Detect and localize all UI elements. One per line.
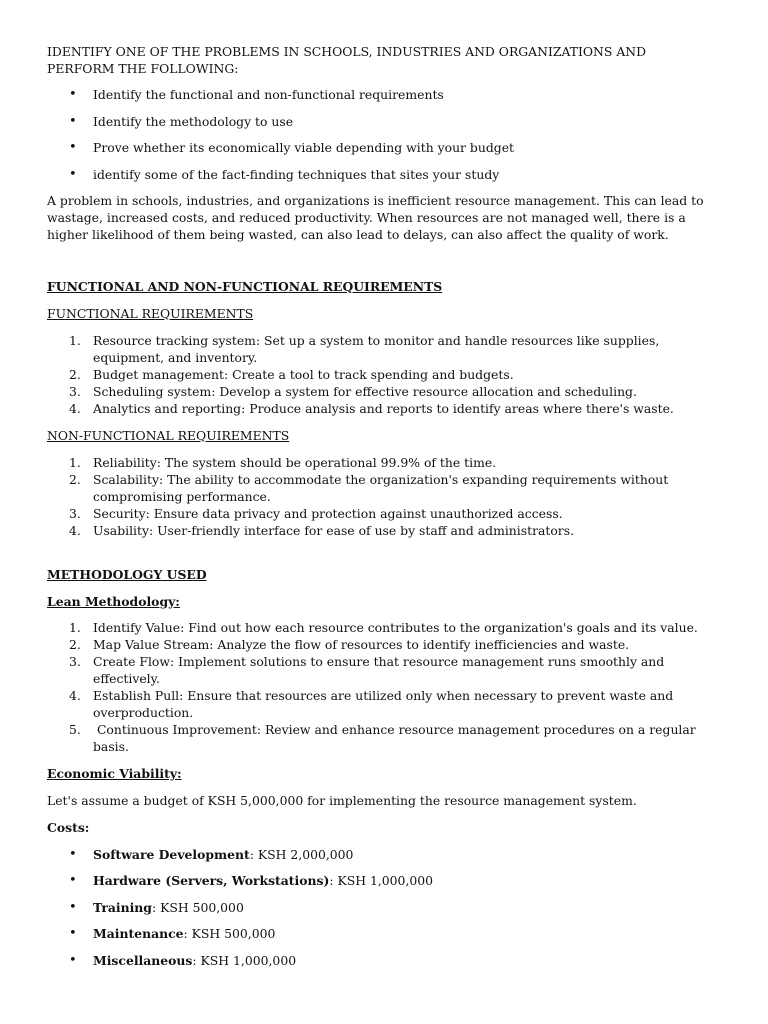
nonfunctional-heading: NON-FUNCTIONAL REQUIREMENTS — [47, 427, 290, 443]
list-item: 4. Analytics and reporting: Produce analysis and reports to identify areas where there's waste. — [69, 400, 674, 416]
cost-item: • Miscellaneous: KSH 1,000,000 — [47, 952, 715, 969]
lean-steps-list — [47, 619, 715, 755]
list-item: 3. Security: Ensure data privacy and protection against unauthorized access. — [69, 505, 563, 521]
cost-item: • Maintenance: KSH 500,000 — [47, 925, 715, 942]
task-item: • Prove whether its economically viable depending with your budget — [47, 139, 715, 156]
methodology-heading: METHODOLOGY USED — [47, 566, 207, 582]
assignment-heading: IDENTIFY ONE OF THE PROBLEMS IN SCHOOLS, INDUSTRIES AND ORGANIZATIONS AND PERFORM THE FOLLOWING: — [47, 44, 647, 76]
task-item: • identify some of the fact-finding techniques that sites your study — [47, 166, 715, 183]
list-item: 2. Scalability: The ability to accommodate the organization's expanding requirements without compromising performance. — [69, 471, 669, 504]
list-item: 1. Identify Value: Find out how each resource contributes to the organization's goals and its value. — [69, 619, 698, 635]
list-item: 5. Continuous Improvement: Review and enhance resource management procedures on a regular basis. — [69, 721, 700, 754]
list-item: 1. Reliability: The system should be operational 99.9% of the time. — [69, 454, 497, 470]
cost-item: • Hardware (Servers, Workstations): KSH 1,000,000 — [47, 872, 715, 889]
nonfunctional-list — [47, 454, 715, 539]
requirements-heading: FUNCTIONAL AND NON-FUNCTIONAL REQUIREMENTS — [47, 278, 443, 294]
list-item: 4. Usability: User-friendly interface for ease of use by staff and administrators. — [69, 522, 575, 538]
list-item: 4. Establish Pull: Ensure that resources are utilized only when necessary to prevent waste and overproduction. — [69, 687, 674, 720]
cost-item: • Software Development: KSH 2,000,000 — [47, 846, 715, 863]
costs-heading: Costs: — [47, 819, 90, 835]
task-item: • Identify the methodology to use — [47, 113, 715, 130]
cost-item: • Training: KSH 500,000 — [47, 899, 715, 916]
economic-heading: Economic Viability: — [47, 765, 182, 781]
task-item: • Identify the functional and non-functional requirements — [47, 86, 715, 103]
lean-heading: Lean Methodology: — [47, 593, 180, 609]
list-item: 3. Scheduling system: Develop a system for effective resource allocation and scheduling. — [69, 383, 637, 399]
task-list — [47, 86, 715, 183]
list-item: 3. Create Flow: Implement solutions to ensure that resource management runs smoothly and effectively. — [69, 653, 665, 686]
list-item: 1. Resource tracking system: Set up a system to monitor and handle resources like supplies, equipment, and inventory. — [69, 332, 660, 365]
costs-list — [47, 846, 715, 969]
problem-paragraph: A problem in schools, industries, and organizations is inefficient resource management. This can lead to wastage, increased costs, and reduced productivity. When resources are not managed well, there is a higher likelihood of them being wasted, can also lead to delays, can also affect the quality of work. — [47, 192, 704, 242]
functional-heading: FUNCTIONAL REQUIREMENTS — [47, 305, 254, 321]
list-item: 2. Map Value Stream: Analyze the flow of resources to identify inefficiencies and waste. — [69, 636, 630, 652]
functional-list — [47, 332, 715, 417]
document-body — [47, 43, 715, 978]
budget-paragraph: Let's assume a budget of KSH 5,000,000 for implementing the resource management system. — [47, 792, 637, 808]
list-item: 2. Budget management: Create a tool to track spending and budgets. — [69, 366, 514, 382]
